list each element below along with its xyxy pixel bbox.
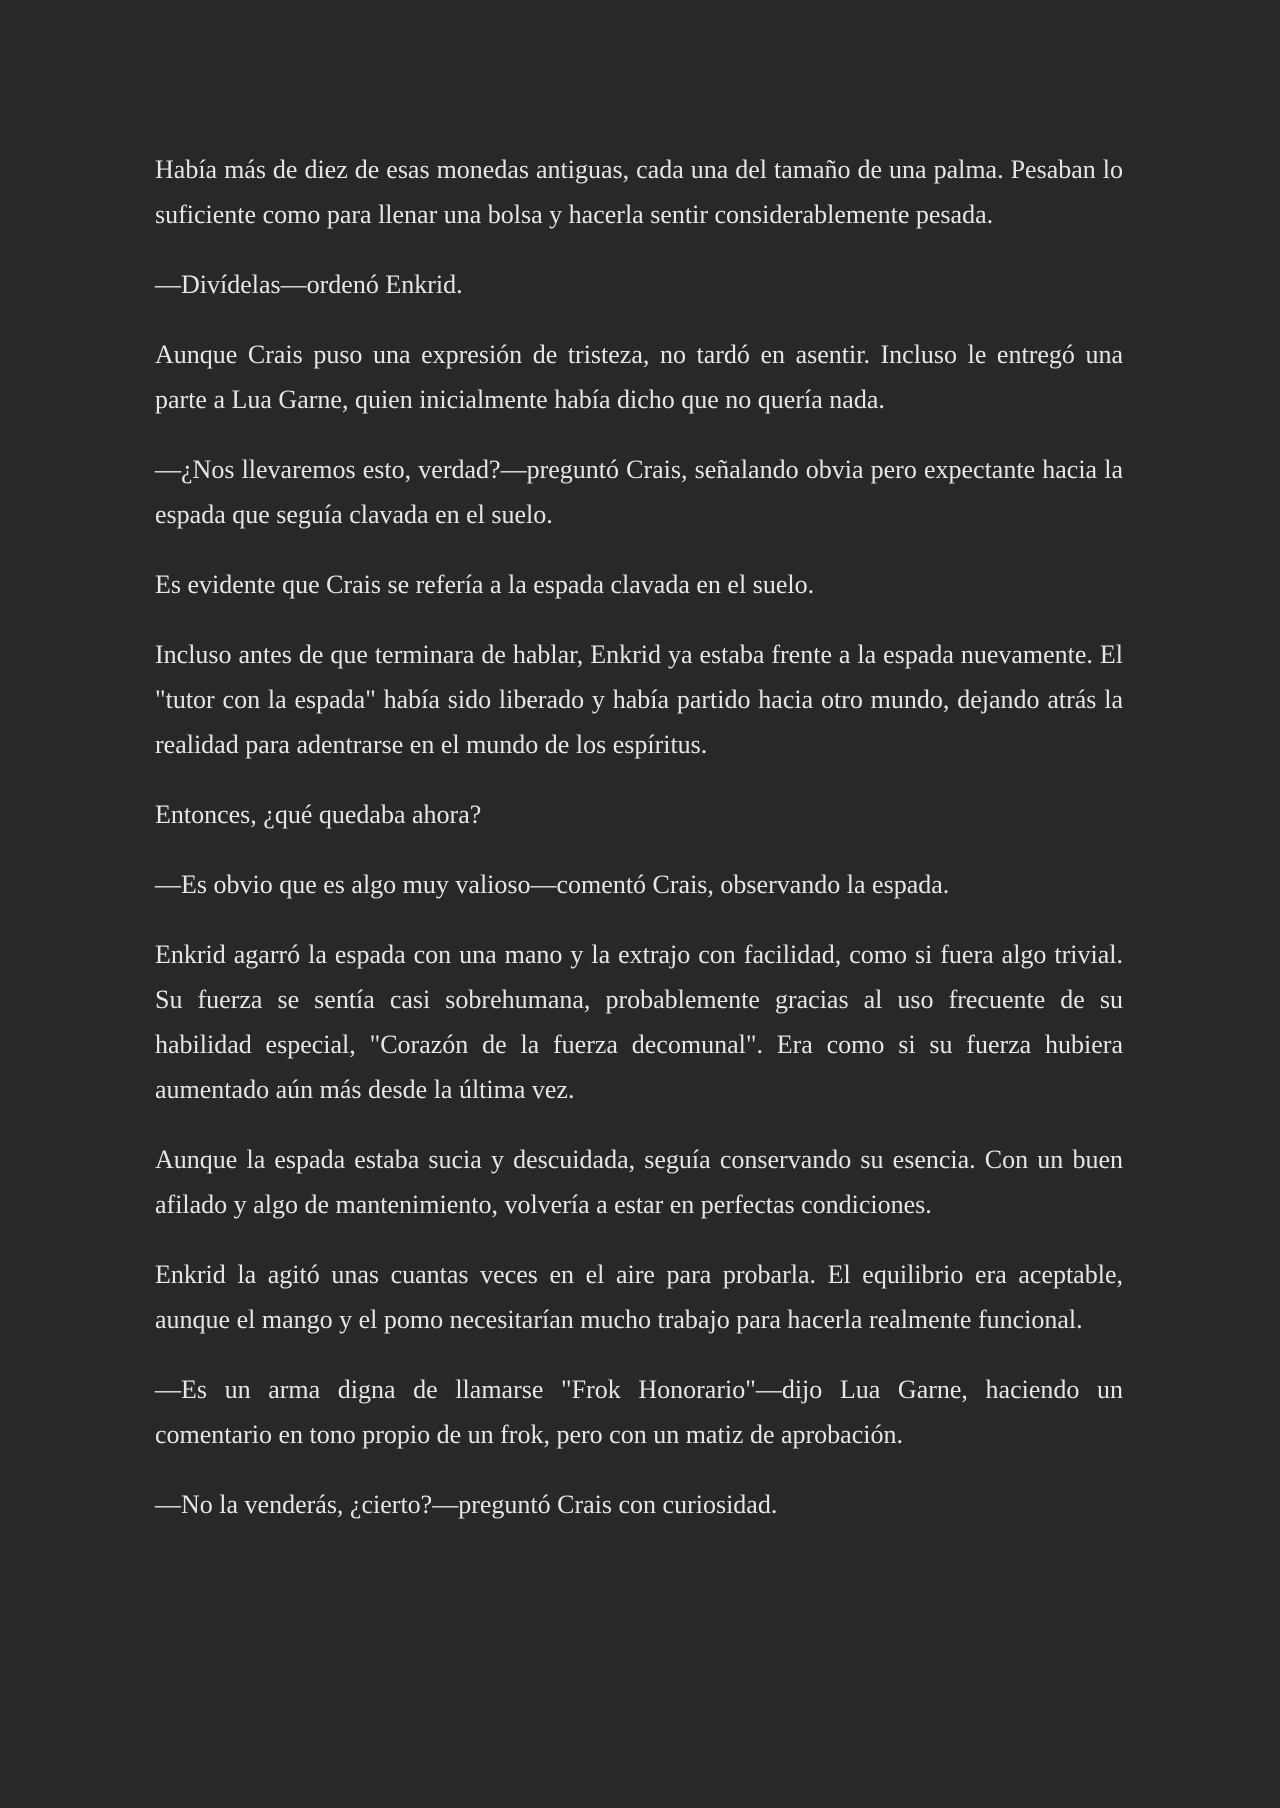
paragraph: —Es un arma digna de llamarse "Frok Honorario"—dijo Lua Garne, haciendo un comentario en tono propio de un frok, pero con un matiz de aprobación.: [155, 1375, 1123, 1449]
paragraph: Enkrid la agitó unas cuantas veces en el aire para probarla. El equilibrio era aceptable, aunque el mango y el pomo necesitarían mucho trabajo para hacerla realmente funcional.: [155, 1260, 1123, 1334]
paragraph: —¿Nos llevaremos esto, verdad?—preguntó Crais, señalando obvia pero expectante hacia la espada que seguía clavada en el suelo.: [155, 455, 1123, 529]
paragraph: Había más de diez de esas monedas antiguas, cada una del tamaño de una palma. Pesaban lo suficiente como para llenar una bolsa y hacerla sentir considerablemente pesada.: [155, 155, 1123, 229]
paragraph: Enkrid agarró la espada con una mano y la extrajo con facilidad, como si fuera algo trivial. Su fuerza se sentía casi sobrehumana, probablemente gracias al uso frecuente de su habilidad especial, "Corazón de la fuerza decomunal". Era como si su fuerza hubiera aumentado aún más desde la última vez.: [155, 940, 1123, 1104]
paragraph: —No la venderás, ¿cierto?—preguntó Crais con curiosidad.: [155, 1490, 778, 1519]
paragraph: Aunque la espada estaba sucia y descuidada, seguía conservando su esencia. Con un buen afilado y algo de mantenimiento, volvería a estar en perfectas condiciones.: [155, 1145, 1123, 1219]
paragraph: Incluso antes de que terminara de hablar, Enkrid ya estaba frente a la espada nuevamente. El "tutor con la espada" había sido liberado y había partido hacia otro mundo, dejando atrás la realidad para adentrarse en el mundo de los espíritus.: [155, 640, 1123, 759]
paragraph: Aunque Crais puso una expresión de tristeza, no tardó en asentir. Incluso le entregó una parte a Lua Garne, quien inicialmente había dicho que no quería nada.: [155, 340, 1123, 414]
paragraph: —Divídelas—ordenó Enkrid.: [155, 270, 463, 299]
paragraph: —Es obvio que es algo muy valioso—comentó Crais, observando la espada.: [155, 870, 950, 899]
paragraph: Entonces, ¿qué quedaba ahora?: [155, 800, 482, 829]
paragraph: Es evidente que Crais se refería a la espada clavada en el suelo.: [155, 570, 815, 599]
